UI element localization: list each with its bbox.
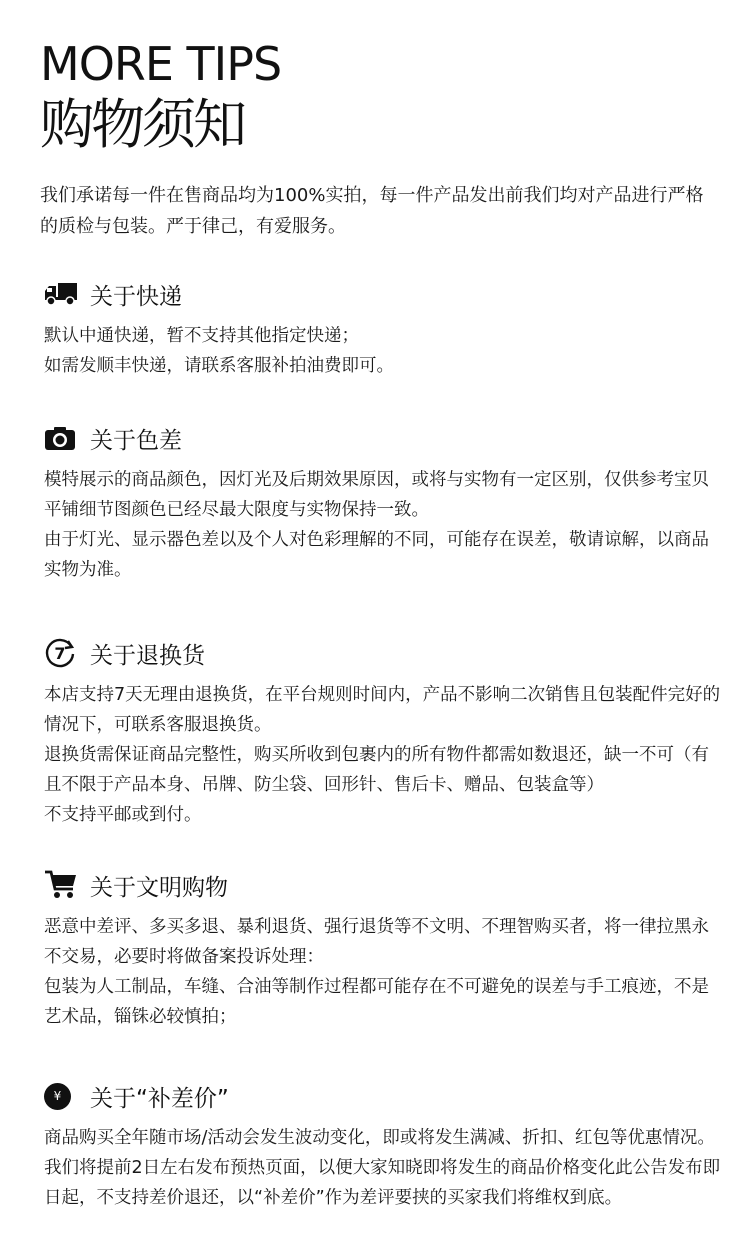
section-body	[44, 321, 724, 381]
section-title: 关于色差	[90, 427, 182, 454]
body-line: 商品购买全年随市场/活动会发生波动变化，即或将发生满减、折扣、红包等优惠情况。我们将提前2日左右发布预热页面，以便大家知晓即将发生的商品价格变化此公告发布即日起，不支持差价退还，以“补差价”作为差评要挟的买家我们将维权到底。	[44, 1128, 721, 1208]
body-line: 如需发顺丰快递，请联系客服补拍油费即可。	[44, 356, 394, 376]
section-shipping	[44, 277, 724, 381]
section-header	[44, 868, 724, 902]
seven-day-return-icon	[44, 638, 80, 668]
body-line: 本店支持7天无理由退换货，在平台规则时间内，产品不影响二次销售且包装配件完好的情况下，可联系客服退换货。	[44, 685, 721, 735]
section-title: 关于文明购物	[90, 874, 228, 901]
truck-icon	[44, 279, 80, 309]
section-returns	[44, 636, 724, 830]
yen-symbol: ¥	[44, 1083, 71, 1110]
seven-label: 7	[54, 644, 66, 663]
body-line: 由于灯光、显示器色差以及个人对色彩理解的不同，可能存在误差，敬请谅解，以商品实物为准。	[44, 530, 709, 580]
camera-icon	[44, 423, 80, 453]
section-civil-shopping	[44, 868, 724, 1032]
section-body	[44, 680, 724, 830]
body-line: 恶意中差评、多买多退、暴利退货、强行退货等不文明、不理智购买者，将一律拉黑永不交易，必要时将做备案投诉处理：	[44, 917, 709, 967]
section-body	[44, 1123, 724, 1213]
section-price-difference	[44, 1079, 724, 1213]
section-title: 关于退换货	[90, 642, 205, 669]
body-line: 默认中通快递，暂不支持其他指定快递；	[44, 326, 359, 346]
section-body	[44, 465, 724, 585]
title-english: MORE TIPS	[40, 37, 282, 91]
yen-icon	[44, 1081, 80, 1111]
intro-text: 我们承诺每一件在售商品均为100%实拍，每一件产品发出前我们均对产品进行严格的质检与包装。严于律己，有爱服务。	[40, 185, 704, 237]
section-header	[44, 277, 724, 311]
section-header	[44, 1079, 724, 1113]
body-line: 包装为人工制品，车缝、合油等制作过程都可能存在不可避免的误差与手工痕迹，不是艺术品，锱铢必较慎拍；	[44, 977, 709, 1027]
body-line: 模特展示的商品颜色，因灯光及后期效果原因，或将与实物有一定区别，仅供参考宝贝平铺细节图颜色已经尽最大限度与实物保持一致。	[44, 470, 709, 520]
body-line: 退换货需保证商品完整性，购买所收到包裹内的所有物件都需如数退还，缺一不可（有且不限于产品本身、吊牌、防尘袋、回形针、售后卡、赠品、包装盒等）	[44, 745, 709, 795]
title-chinese: 购物须知	[40, 93, 244, 156]
section-title: 关于快递	[90, 283, 182, 310]
section-header	[44, 421, 724, 455]
body-line: 不支持平邮或到付。	[44, 805, 202, 825]
section-header	[44, 636, 724, 670]
section-title: 关于“补差价”	[90, 1085, 229, 1112]
shopping-cart-icon	[44, 870, 80, 900]
section-body	[44, 912, 724, 1032]
section-color	[44, 421, 724, 585]
